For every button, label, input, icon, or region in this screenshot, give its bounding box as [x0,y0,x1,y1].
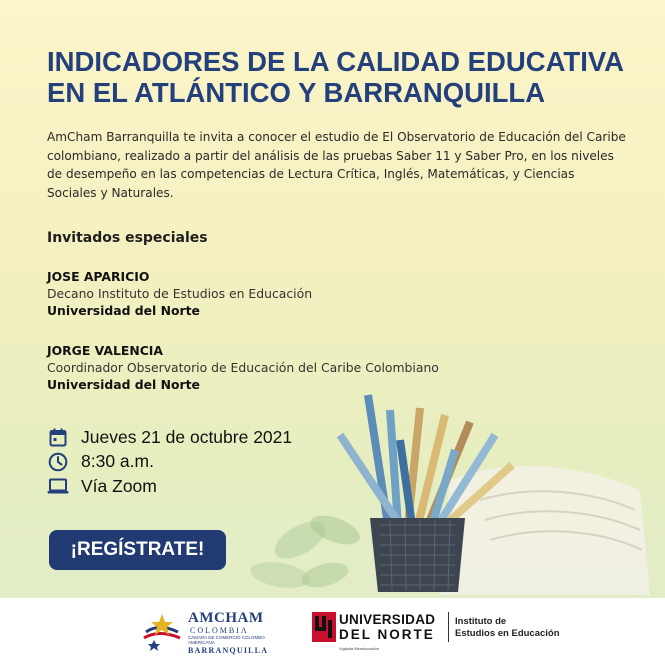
footer-divider [448,612,449,642]
event-time: 8:30 a.m. [81,451,154,472]
guest-role: Decano Instituto de Estudios en Educación [47,286,313,301]
guest-role: Coordinador Observatorio de Educación del Caribe Colombiano [47,360,439,375]
page-title [47,46,647,108]
amcham-city: BARRANQUILLA [188,646,269,655]
calendar-icon [47,426,69,448]
amcham-country: COLOMBIA [190,626,249,635]
event-date: Jueves 21 de octubre 2021 [81,426,293,447]
institute-line2: Estudios en Educación [455,628,560,639]
guest-name: JORGE VALENCIA [47,343,163,358]
uninorte-vigilada: Vigilada Mineducación [339,646,379,651]
uninorte-line2: DEL NORTE [339,627,435,642]
pencils-illustration [240,380,665,598]
title-line-2: EN EL ATLÁNTICO Y BARRANQUILLA [47,77,546,108]
guests-heading: Invitados especiales [47,230,208,246]
guest-org: Universidad del Norte [47,377,200,392]
intro-paragraph: AmCham Barranquilla te invita a conocer el estudio de El Observatorio de Educación del Caribe colombiano, realizado a partir del análisis de las pruebas Saber 11 y Saber Pro, en los niveles de desempeño en las competencias de Lectura Crítica, Inglés, Matemáticas, y Ciencias Sociales y Naturales. [47,130,626,200]
event-place: Vía Zoom [81,475,157,496]
uninorte-logo [312,610,562,656]
guest-card [47,268,607,319]
title-line-1: INDICADORES DE LA CALIDAD EDUCATIVA [47,46,624,77]
amcham-subtitle: CÁMARA DE COMERCIO COLOMBO AMERICANA [188,635,265,645]
register-button[interactable]: ¡REGÍSTRATE! [49,530,226,570]
uninorte-emblem-icon [312,612,336,642]
laptop-icon [47,475,69,497]
amcham-star-icon [140,610,184,654]
guest-org: Universidad del Norte [47,303,200,318]
clock-icon [47,451,69,473]
amcham-logo [140,608,270,656]
guest-name: JOSE APARICIO [47,269,150,284]
footer [0,598,665,665]
uninorte-line1: UNIVERSIDAD [339,612,436,627]
amcham-name: AMCHAM [188,610,264,626]
institute-line1: Instituto de [455,616,507,627]
